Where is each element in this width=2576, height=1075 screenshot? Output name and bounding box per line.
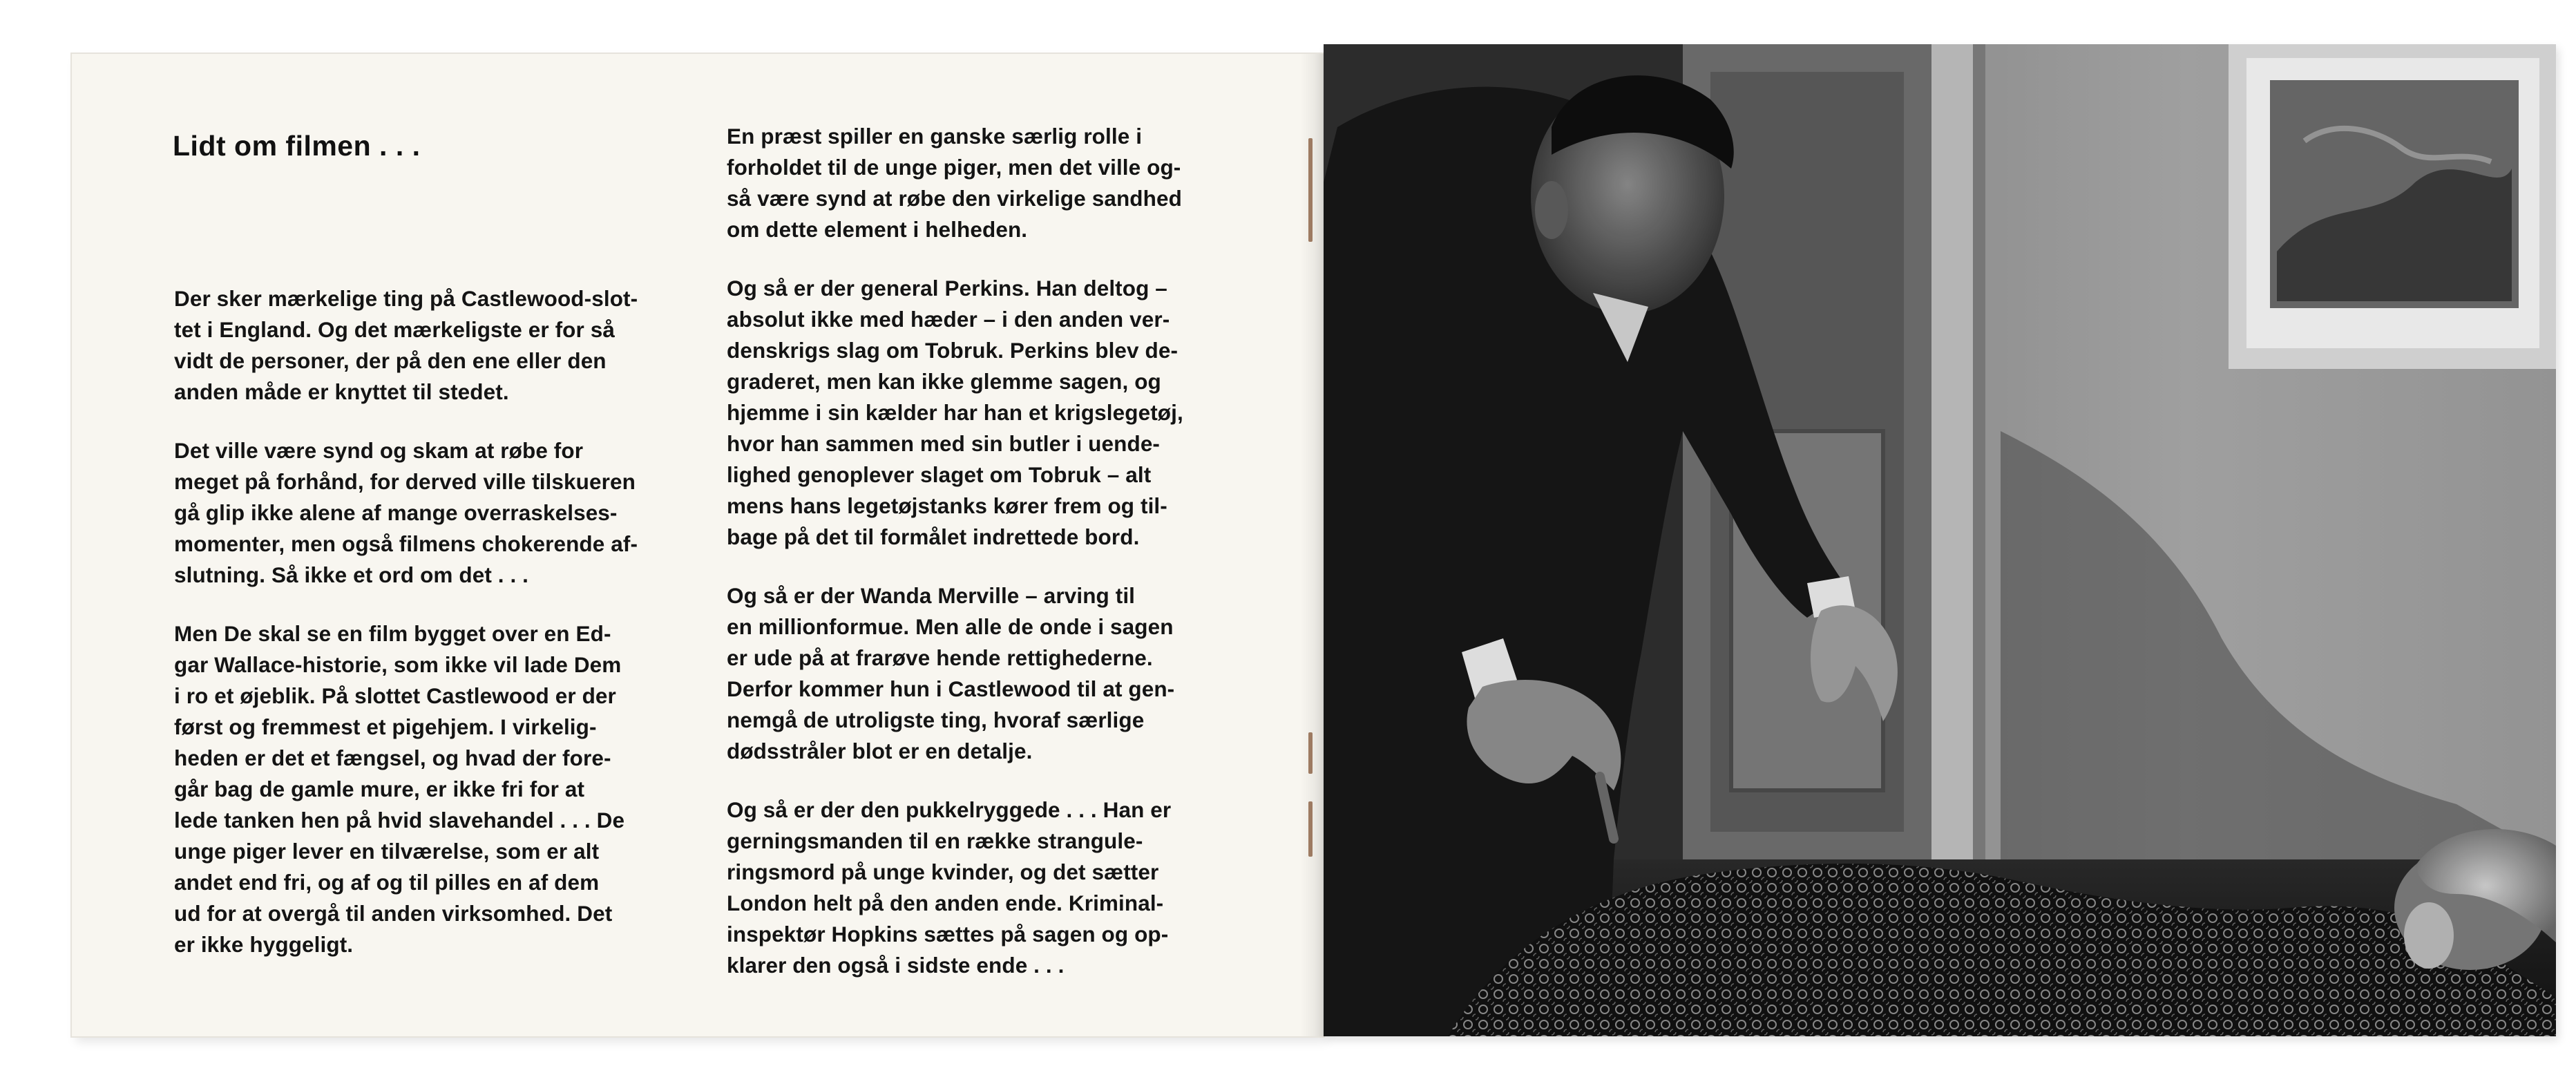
text-column-right [727, 121, 1210, 1009]
paragraph: Og så er der den pukkelryggede . . . Han er gerningsmanden til en række strangule- ringsmord på unge kvinder, og det sætter London helt på den anden ende. Kriminal- inspektør Hopkins sættes på sagen og op- klarer den også i sidste ende . . . [727, 797, 1172, 978]
paragraph: Og så er der general Perkins. Han deltog – absolut ikke med hæder – i den anden ver- denskrigs slag om Tobruk. Perkins blev de- graderet, men kan ikke glemme sagen, og hjemme i sin kælder har han et krigslegetøj, hvor han sammen med sin butler i uende- lighed genoplever slaget om Tobruk – alt mens hans legetøjstanks kører frem og til- bage på det til formålet indrettede bord. [727, 276, 1183, 549]
paragraph: En præst spiller en ganske særlig rolle i forholdet til de unge piger, men det ville og- så være synd at røbe den virkelige sandhed om dette element i helheden. [727, 124, 1182, 242]
page-heading: Lidt om filmen . . . [173, 130, 421, 162]
paragraph: Der sker mærkelige ting på Castlewood-slot- tet i England. Og det mærkeligste er for så vidt de personer, der på den ene eller den anden måde er knyttet til stedet. [174, 286, 638, 404]
paragraph: Men De skal se en film bygget over en Ed- gar Wallace-historie, som ikke vil lade Dem i ro et øjeblik. På slottet Castlewood er der først og fremmest et pigehjem. I virkelig- heden er det et fængsel, og hvad der fore- går bag de gamle mure, er ikke fri for at lede tanken hen på hvid slavehandel . . . De unge piger lever en tilværelse, som er alt andet end fri, og af og til pilles en af dem ud for at overgå til anden virksomhed. Det er ikke hyggeligt. [174, 621, 625, 957]
binding-stains [1306, 138, 1315, 898]
text-column-left [174, 283, 653, 988]
paragraph: Og så er der Wanda Merville – arving til en millionformue. Men alle de onde i sagen er ude på at frarøve hende rettighederne. Derfor kommer hun i Castlewood til at gen- nemgå de utroligste ting, hvoraf særlige dødsstråler blot er en detalje. [727, 583, 1175, 763]
film-still-photo [1324, 44, 2556, 1036]
film-still-illustration [1324, 44, 2556, 1036]
paragraph: Det ville være synd og skam at røbe for meget på forhånd, for derved ville tilskueren gå glip ikke alene af mange overraskelses- momenter, men også filmens chokerende af- slutning. Så ikke et ord om det . . . [174, 438, 638, 587]
